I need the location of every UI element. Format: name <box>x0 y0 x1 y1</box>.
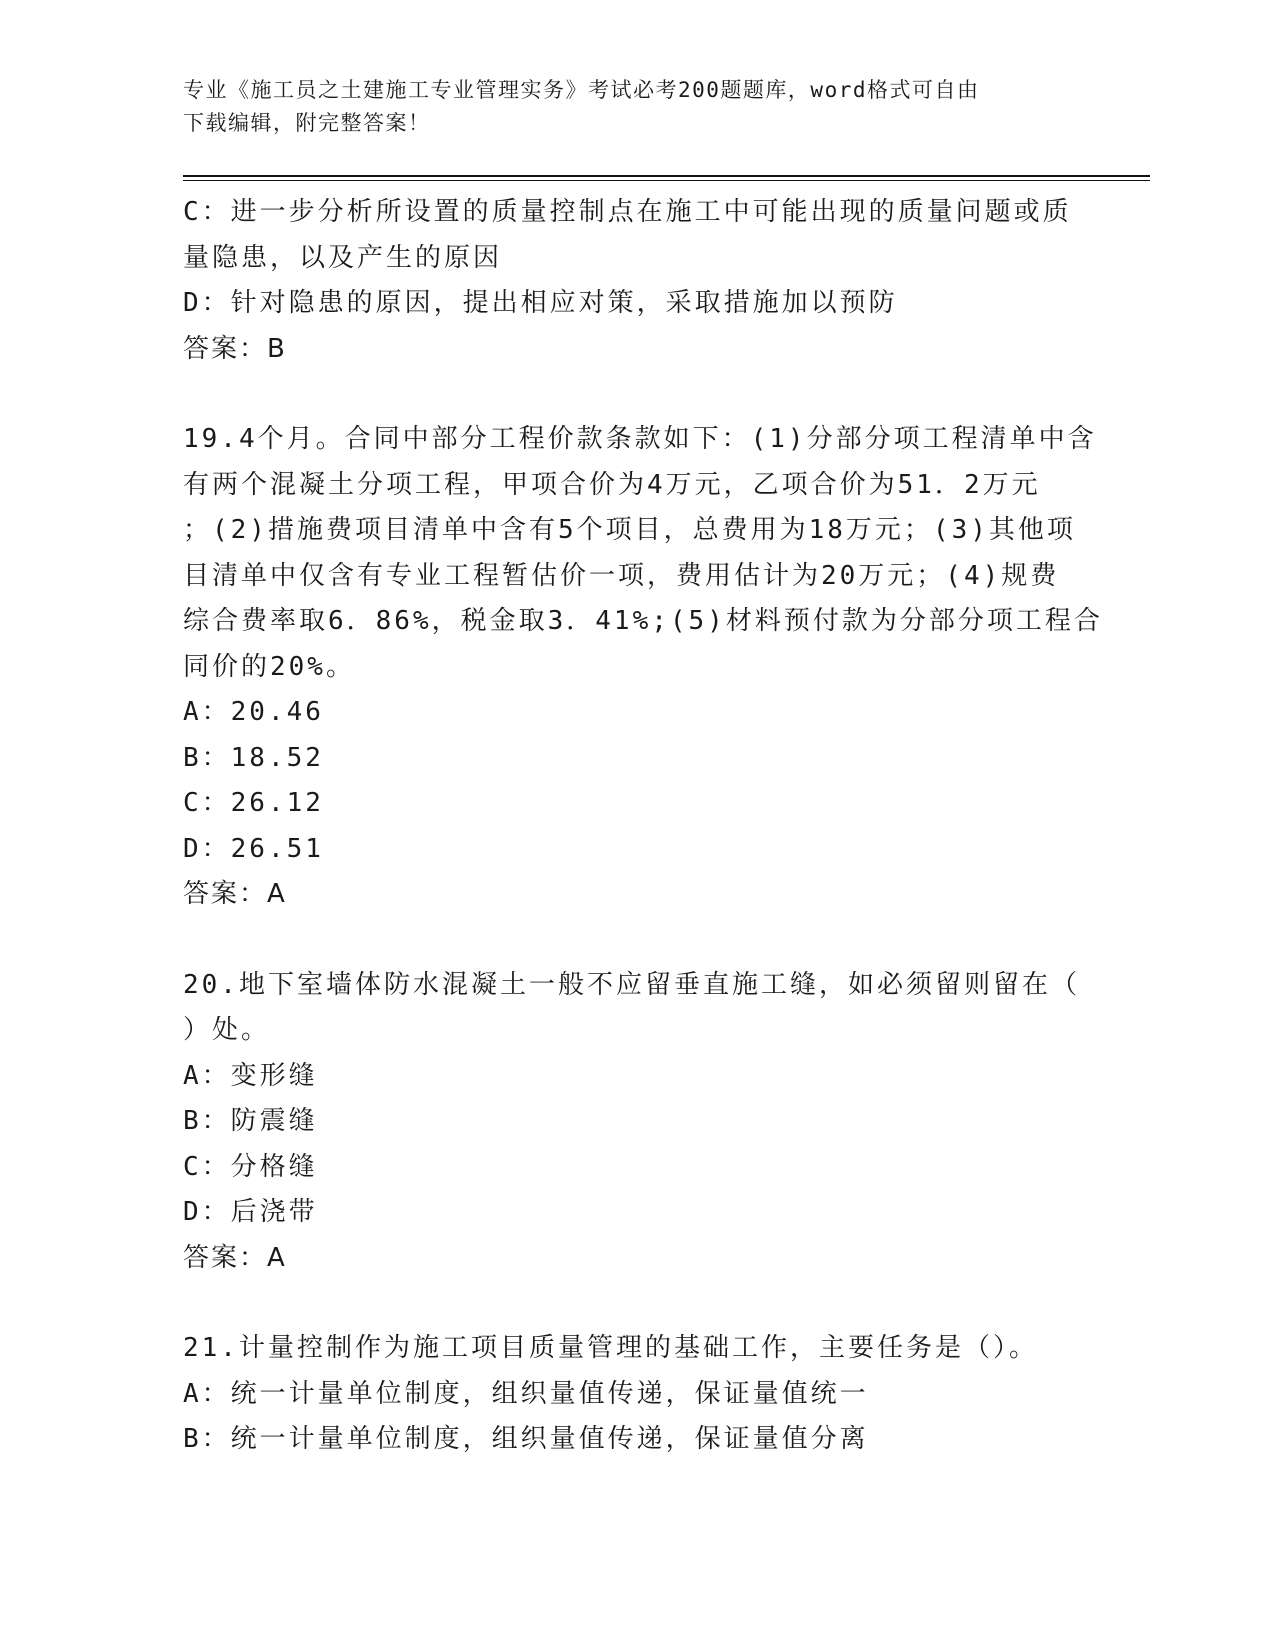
question-stem-line: 同价的20%。 <box>183 651 355 682</box>
question-stem-line: 有两个混凝土分项工程，甲项合价为4万元，乙项合价为51．2万元 <box>183 469 1041 500</box>
question-21 <box>183 1326 1083 1463</box>
question-18-continued <box>183 190 1083 372</box>
header-divider-thin <box>183 180 1150 181</box>
header-line-2: 下载编辑，附完整答案！ <box>183 111 431 135</box>
question-stem-line: 目清单中仅含有专业工程暂估价一项，费用估计为20万元；(4)规费 <box>183 560 1060 591</box>
option-c: C：26.12 <box>183 788 324 818</box>
question-stem-line: 19.4个月。合同中部分工程价款条款如下：(1)分部分项工程清单中含 <box>183 424 1097 454</box>
option-b: B：18.52 <box>183 742 324 773</box>
option-c-line-1: C：进一步分析所设置的质量控制点在施工中可能出现的质量问题或质 <box>183 197 1072 227</box>
option-a: A：变形缝 <box>183 1060 318 1091</box>
question-stem-line: ）处。 <box>183 1015 271 1045</box>
option-b: B：防震缝 <box>183 1106 318 1136</box>
header-line-1: 专业《施工员之土建施工专业管理实务》考试必考200题题库，word格式可自由 <box>183 78 980 102</box>
question-19 <box>183 417 1103 918</box>
answer-line: 答案：B <box>183 333 287 364</box>
document-body <box>183 190 1103 1463</box>
option-a: A：20.46 <box>183 697 324 727</box>
option-c-line-2: 量隐患，以及产生的原因 <box>183 242 503 273</box>
option-b: B：统一计量单位制度，组织量值传递，保证量值分离 <box>183 1424 869 1454</box>
question-stem-line: ；(2)措施费项目清单中含有5个项目，总费用为18万元；(3)其他项 <box>183 515 1076 545</box>
question-20 <box>183 963 1083 1282</box>
spacer <box>183 918 1083 963</box>
answer-line: 答案：A <box>183 879 287 909</box>
spacer <box>183 372 1083 417</box>
answer-line: 答案：A <box>183 1242 287 1273</box>
option-d: D：针对隐患的原因，提出相应对策，采取措施加以预防 <box>183 288 898 318</box>
option-c: C：分格缝 <box>183 1151 318 1182</box>
question-stem-line: 21.计量控制作为施工项目质量管理的基础工作，主要任务是（）。 <box>183 1333 1038 1363</box>
option-a: A：统一计量单位制度，组织量值传递，保证量值统一 <box>183 1378 869 1409</box>
question-stem-line: 20.地下室墙体防水混凝土一般不应留垂直施工缝，如必须留则留在（ <box>183 969 1080 1000</box>
option-d: D：26.51 <box>183 833 324 864</box>
document-header <box>183 74 1063 140</box>
header-divider-thick <box>183 175 1150 177</box>
question-stem-line: 综合费率取6．86%，税金取3．41%;(5)材料预付款为分部分项工程合 <box>183 606 1103 636</box>
spacer <box>183 1281 1083 1326</box>
option-d: D：后浇带 <box>183 1197 318 1227</box>
